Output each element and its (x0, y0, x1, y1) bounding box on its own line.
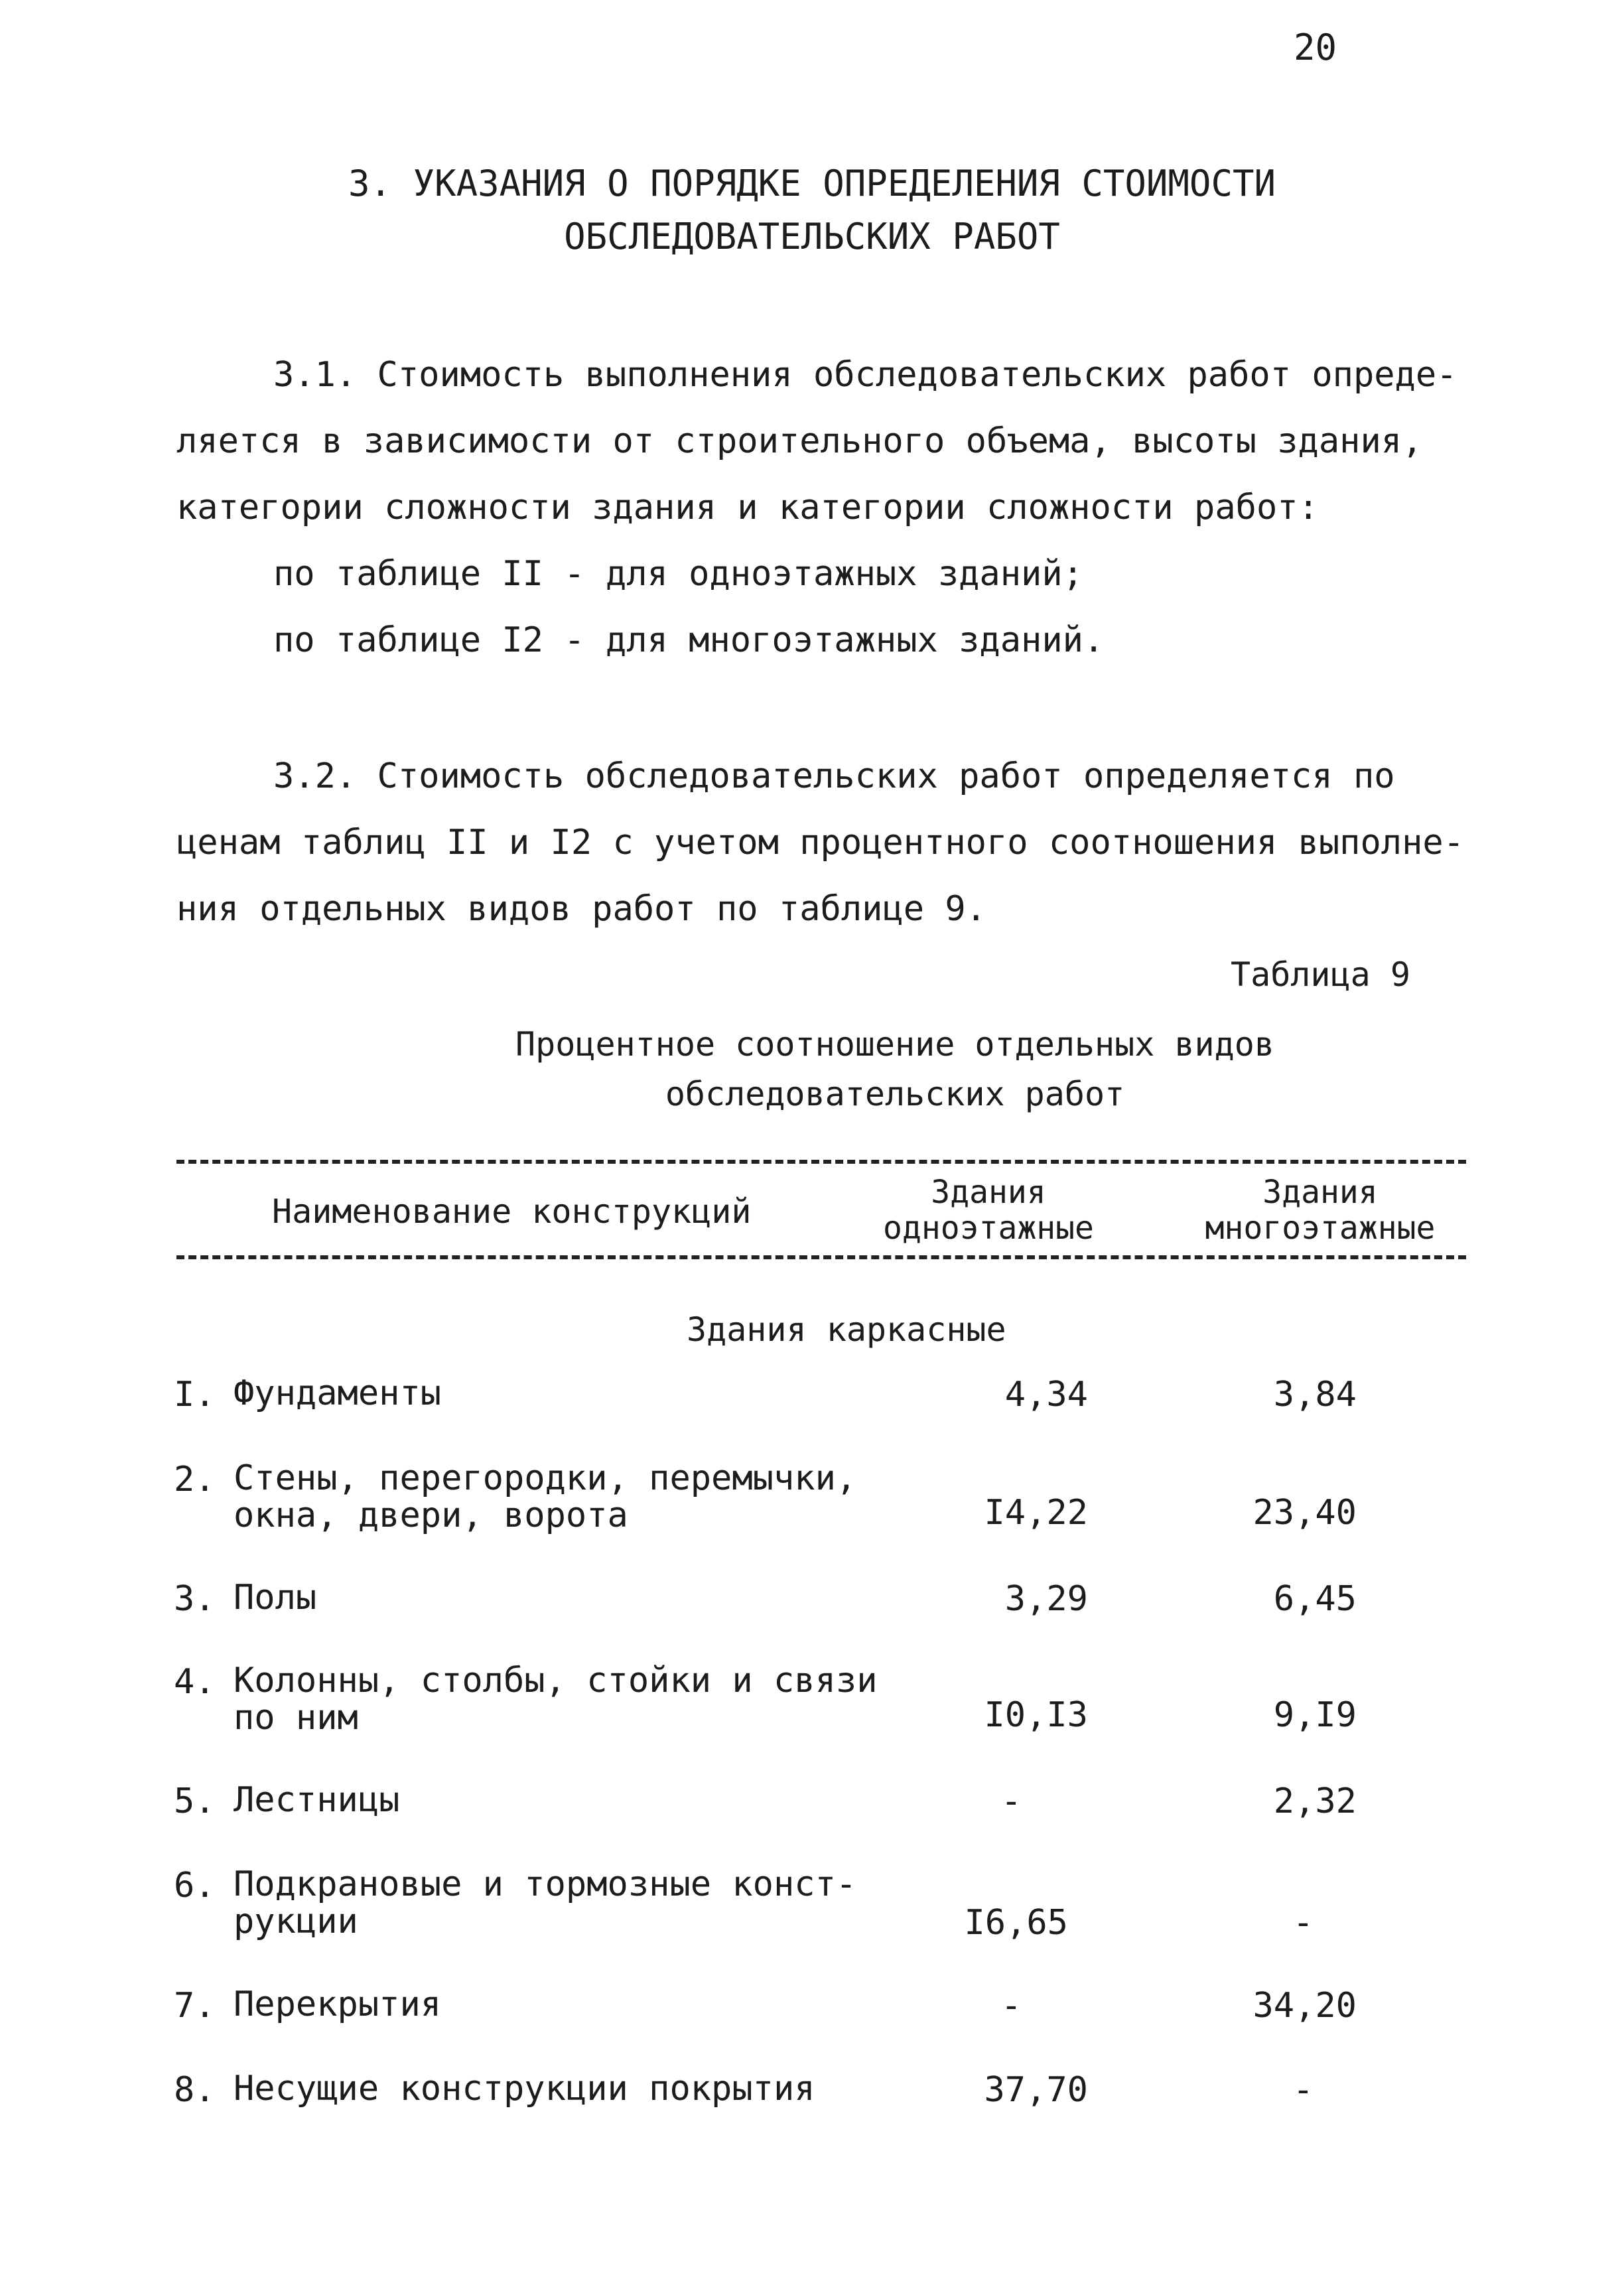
header-multi (1174, 1174, 1466, 1246)
row-name: Лестницы (234, 1780, 400, 1820)
row-value-multi: 23,40 (1252, 1493, 1357, 1533)
row-number: 4. (174, 1662, 216, 1702)
row-number: I. (174, 1375, 216, 1415)
header-name: Наименование конструкций (272, 1192, 752, 1231)
row-value-multi: - (1292, 1903, 1314, 1943)
table-caption-line2: обследовательских работ (665, 1075, 1125, 1113)
header-single-line2: одноэтажные (883, 1210, 1094, 1247)
row-name: Несущие конструкции покрытия (234, 2069, 815, 2109)
row-name: Фундаменты (234, 1373, 442, 1413)
row-value-single: I0,I3 (984, 1695, 1088, 1735)
paragraph-line: 3.2. Стоимость обследовательских работ определяется по (273, 756, 1395, 796)
row-value-multi: 6,45 (1273, 1579, 1357, 1619)
row-value-multi: 34,20 (1252, 1986, 1357, 2026)
header-single (856, 1174, 1121, 1246)
paragraph-line: ния отдельных видов работ по таблице 9. (176, 889, 986, 929)
row-name-continued: рукции (234, 1902, 358, 1941)
row-name: Подкрановые и тормозные конст- (234, 1864, 857, 1904)
row-value-single: 3,29 (1004, 1579, 1088, 1619)
row-number: 5. (174, 1781, 216, 1821)
row-value-multi: - (1292, 2070, 1314, 2110)
table-caption-line1: Процентное соотношение отдельных видов (515, 1025, 1274, 1064)
row-name-continued: по ним (234, 1698, 358, 1738)
header-multi-line2: многоэтажные (1205, 1210, 1436, 1247)
row-value-single: - (1000, 1781, 1022, 1821)
row-name: Колонны, столбы, стойки и связи (234, 1661, 878, 1701)
row-value-single: I6,65 (964, 1903, 1068, 1943)
row-value-multi: 9,I9 (1273, 1695, 1357, 1735)
row-number: 3. (174, 1579, 216, 1619)
paragraph-line: ляется в зависимости от строительного объема, высоты здания, (176, 421, 1423, 461)
row-name: Стены, перегородки, перемычки, (234, 1458, 857, 1498)
table-header-rule (176, 1255, 1466, 1259)
header-single-line1: Здания (931, 1174, 1046, 1211)
row-value-single: - (1000, 1986, 1022, 2026)
section-title-line2: ОБСЛЕДОВАТЕЛЬСКИХ РАБОТ (564, 216, 1060, 257)
row-value-multi: 2,32 (1273, 1781, 1357, 1821)
table-top-rule (176, 1160, 1466, 1164)
section-title-line1: 3. УКАЗАНИЯ О ПОРЯДКЕ ОПРЕДЕЛЕНИЯ СТОИМОСТИ (348, 163, 1276, 204)
paragraph-line: категории сложности здания и категории сложности работ: (176, 488, 1319, 527)
paragraph-line: по таблице I2 - для многоэтажных зданий. (273, 620, 1105, 660)
row-number: 7. (174, 1986, 216, 2026)
row-name-continued: окна, двери, ворота (234, 1495, 628, 1535)
row-value-multi: 3,84 (1273, 1375, 1357, 1415)
table-label: Таблица 9 (1231, 955, 1410, 994)
header-multi-line1: Здания (1262, 1174, 1378, 1211)
table-group-title: Здания каркасные (687, 1310, 1006, 1349)
page-number: 20 (1294, 27, 1337, 68)
row-number: 6. (174, 1866, 216, 1906)
row-value-single: I4,22 (984, 1493, 1088, 1533)
row-number: 2. (174, 1460, 216, 1499)
row-number: 8. (174, 2070, 216, 2110)
row-name: Перекрытия (234, 1984, 442, 2024)
paragraph-line: ценам таблиц II и I2 с учетом процентного соотношения выполне- (176, 823, 1465, 863)
paragraph-line: 3.1. Стоимость выполнения обследовательских работ опреде- (273, 355, 1457, 395)
row-value-single: 4,34 (1004, 1375, 1088, 1415)
row-value-single: 37,70 (984, 2070, 1088, 2110)
row-name: Полы (234, 1578, 317, 1618)
paragraph-line: по таблице II - для одноэтажных зданий; (273, 554, 1083, 594)
